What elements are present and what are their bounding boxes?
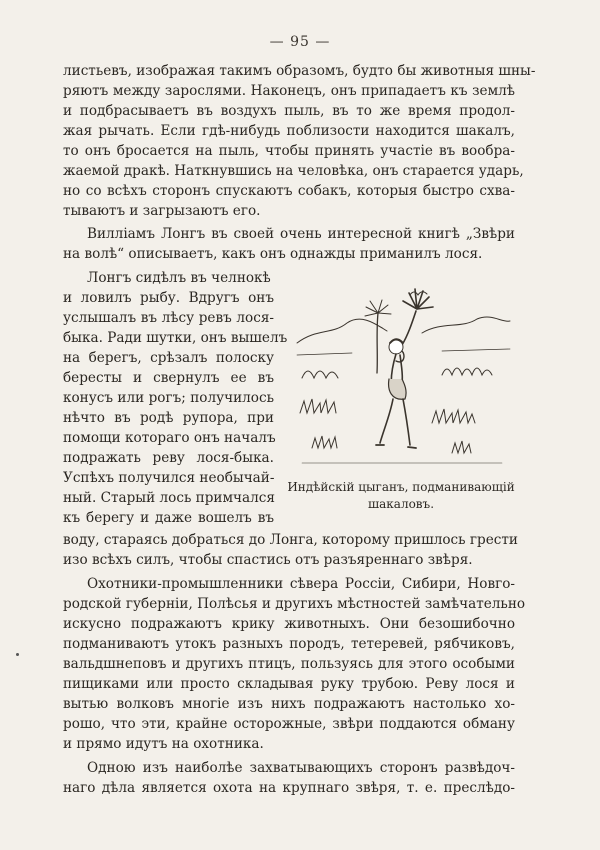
- text-line: рошо, что эти, крайне осторожные, звѣри поддаются обману: [63, 716, 515, 732]
- text-line: помощи котораго онъ началъ: [63, 430, 276, 446]
- text-line: и ловилъ рыбу. Вдругъ онъ: [63, 290, 274, 306]
- text-line: услышалъ въ лѣсу ревъ лося-: [63, 310, 274, 326]
- text-line: Одною изъ наиболѣе захватывающихъ сторонъ развѣдоч-: [87, 760, 515, 776]
- text-line: нѣчто въ родѣ рупора, при: [63, 410, 274, 426]
- text-line: къ берегу и даже вошелъ въ: [63, 510, 274, 526]
- text-line: ряютъ между зарослями. Наконецъ, онъ припадаетъ къ землѣ: [63, 83, 515, 99]
- text-line: то онъ бросается на пыль, чтобы принять участіе въ вообра-: [63, 143, 515, 159]
- text-line: на волѣ“ описываетъ, какъ онъ однажды приманилъ лося.: [63, 246, 483, 262]
- text-line: вытью волковъ многіе изъ нихъ подражаютъ настолько хо-: [63, 696, 515, 712]
- text-line: но со всѣхъ сторонъ спускаютъ собакъ, которыя быстро схва-: [63, 183, 515, 199]
- text-line: жая рычать. Если гдѣ-нибудь поблизости находится шакалъ,: [63, 123, 515, 139]
- text-line: пищиками или просто складывая руку трубою. Реву лося и: [63, 676, 515, 692]
- text-line: Вилліамъ Лонгъ въ своей очень интересной книгѣ „Звѣри: [87, 226, 515, 242]
- text-line: воду, стараясь добраться до Лонга, которому пришлось грести: [63, 532, 518, 548]
- caption-line: шакаловъ.: [367, 497, 435, 511]
- text-line: изо всѣхъ силъ, чтобы спастись отъ разъяреннаго звѣря.: [63, 552, 473, 568]
- illustration-indian-gypsy: [292, 283, 512, 473]
- text-line: листьевъ, изображая такимъ образомъ, будто бы животныя шны-: [63, 63, 536, 79]
- text-line: Лонгъ сидѣлъ въ челнокѣ: [87, 270, 271, 286]
- text-line: подражать реву лося-быка.: [63, 450, 274, 466]
- text-line: быка. Ради шутки, онъ вышелъ: [63, 330, 288, 346]
- text-line: на берегъ, срѣзалъ полоску: [63, 350, 274, 366]
- text-line: конусъ или рогъ; получилось: [63, 390, 274, 406]
- text-line: тываютъ и загрызаютъ его.: [63, 203, 261, 219]
- figure-caption: [278, 479, 524, 513]
- text-line: жаемой дракѣ. Наткнувшись на человѣка, онъ старается ударь,: [63, 163, 524, 179]
- text-line: подманиваютъ утокъ разныхъ породъ, тетеревей, рябчиковъ,: [63, 636, 515, 652]
- text-line: наго дѣла является охота на крупнаго звѣря, т. е. преслѣдо-: [63, 780, 515, 796]
- text-line: Успѣхъ получился необычай-: [63, 470, 275, 486]
- text-line: родской губерніи, Полѣсья и другихъ мѣстностей замѣчательно: [63, 596, 526, 612]
- scan-speck: [16, 653, 19, 656]
- text-line: и подбрасываетъ въ воздухъ пыль, въ то же время продол-: [63, 103, 515, 119]
- text-line: искусно подражаютъ крику животныхъ. Они безошибочно: [63, 616, 515, 632]
- page-number: — 95 —: [269, 34, 331, 50]
- text-line: Охотники-промышленники сѣвера Россіи, Сибири, Новго-: [87, 576, 515, 592]
- text-line: вальдшнеповъ и другихъ птицъ, пользуясь для этого особыми: [63, 656, 515, 672]
- text-line: бересты и свернулъ ее въ: [63, 370, 274, 386]
- text-line: и прямо идутъ на охотника.: [63, 736, 264, 752]
- text-line: ный. Старый лось примчался: [63, 490, 275, 506]
- caption-line: Индѣйскій цыганъ, подманивающій: [287, 480, 515, 494]
